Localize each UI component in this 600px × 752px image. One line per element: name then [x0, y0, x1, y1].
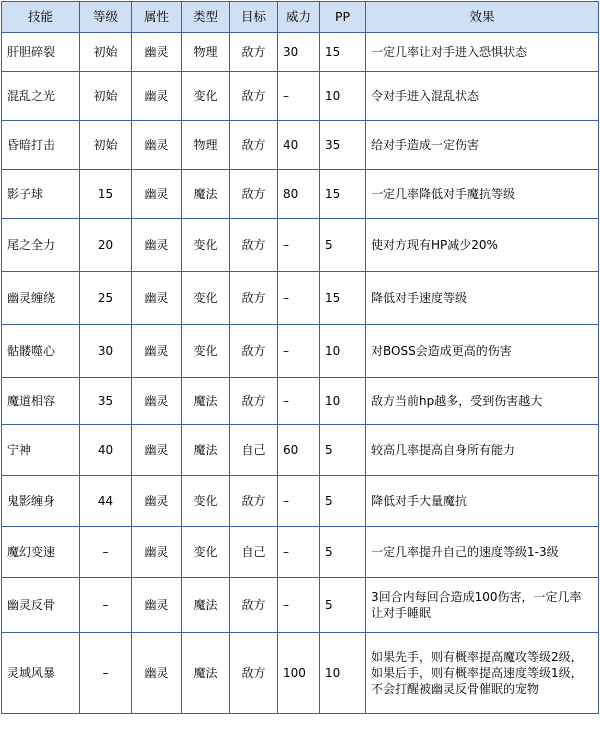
header-type: 类型: [182, 2, 230, 33]
skill-effect: 降低对手速度等级: [366, 272, 599, 325]
skill-attribute: 幽灵: [132, 476, 182, 527]
skill-target: 敌方: [230, 121, 278, 170]
skill-power: –: [278, 325, 320, 378]
skill-pp: 10: [320, 325, 366, 378]
skill-attribute: 幽灵: [132, 578, 182, 633]
skill-pp: 15: [320, 272, 366, 325]
skill-attribute: 幽灵: [132, 33, 182, 72]
skill-table: [1, 1, 599, 714]
skill-type: 魔法: [182, 170, 230, 219]
skill-type: 变化: [182, 219, 230, 272]
skill-name: 影子球: [2, 170, 80, 219]
skill-power: 60: [278, 425, 320, 476]
table-row: [2, 170, 599, 219]
skill-level: 25: [80, 272, 132, 325]
skill-pp: 5: [320, 527, 366, 578]
skill-effect: 一定几率提升自己的速度等级1-3级: [366, 527, 599, 578]
skill-target: 自己: [230, 527, 278, 578]
skill-type: 物理: [182, 121, 230, 170]
skill-pp: 5: [320, 425, 366, 476]
header-level: 等级: [80, 2, 132, 33]
table-row: [2, 33, 599, 72]
table-row: [2, 72, 599, 121]
skill-attribute: 幽灵: [132, 325, 182, 378]
skill-target: 敌方: [230, 219, 278, 272]
skill-level: 15: [80, 170, 132, 219]
skill-type: 变化: [182, 72, 230, 121]
skill-power: –: [278, 476, 320, 527]
skill-type: 变化: [182, 325, 230, 378]
skill-name: 混乱之光: [2, 72, 80, 121]
skill-power: 100: [278, 633, 320, 714]
header-attribute: 属性: [132, 2, 182, 33]
skill-name: 鬼影缠身: [2, 476, 80, 527]
skill-effect: 给对手造成一定伤害: [366, 121, 599, 170]
skill-effect: 较高几率提高自身所有能力: [366, 425, 599, 476]
skill-effect: 使对方现有HP减少20%: [366, 219, 599, 272]
skill-effect: 一定几率让对手进入恐惧状态: [366, 33, 599, 72]
skill-pp: 15: [320, 33, 366, 72]
skill-power: –: [278, 72, 320, 121]
table-header-row: [2, 2, 599, 33]
skill-name: 幽灵缠绕: [2, 272, 80, 325]
skill-pp: 5: [320, 476, 366, 527]
skill-type: 变化: [182, 272, 230, 325]
skill-target: 敌方: [230, 272, 278, 325]
skill-level: 初始: [80, 33, 132, 72]
header-pp: PP: [320, 2, 366, 33]
skill-level: 20: [80, 219, 132, 272]
skill-type: 魔法: [182, 633, 230, 714]
table-row: [2, 378, 599, 425]
skill-type: 魔法: [182, 378, 230, 425]
table-row: [2, 633, 599, 714]
skill-effect: 敌方当前hp越多，受到伤害越大: [366, 378, 599, 425]
skill-target: 自己: [230, 425, 278, 476]
skill-attribute: 幽灵: [132, 633, 182, 714]
skill-name: 肝胆碎裂: [2, 33, 80, 72]
skill-attribute: 幽灵: [132, 272, 182, 325]
skill-power: –: [278, 578, 320, 633]
skill-effect: 降低对手大量魔抗: [366, 476, 599, 527]
skill-power: 80: [278, 170, 320, 219]
skill-level: 40: [80, 425, 132, 476]
skill-name: 骷髅噬心: [2, 325, 80, 378]
skill-attribute: 幽灵: [132, 219, 182, 272]
skill-level: 30: [80, 325, 132, 378]
skill-effect: 3回合内每回合造成100伤害，一定几率让对手睡眠: [366, 578, 599, 633]
skill-attribute: 幽灵: [132, 527, 182, 578]
skill-pp: 10: [320, 72, 366, 121]
skill-effect: 对BOSS会造成更高的伤害: [366, 325, 599, 378]
table-row: [2, 425, 599, 476]
header-effect: 效果: [366, 2, 599, 33]
skill-type: 魔法: [182, 578, 230, 633]
skill-target: 敌方: [230, 72, 278, 121]
skill-type: 变化: [182, 527, 230, 578]
skill-target: 敌方: [230, 578, 278, 633]
table-row: [2, 578, 599, 633]
table-row: [2, 325, 599, 378]
skill-name: 尾之全力: [2, 219, 80, 272]
skill-type: 变化: [182, 476, 230, 527]
skill-attribute: 幽灵: [132, 72, 182, 121]
header-target: 目标: [230, 2, 278, 33]
table-row: [2, 272, 599, 325]
skill-level: 35: [80, 378, 132, 425]
skill-attribute: 幽灵: [132, 170, 182, 219]
skill-target: 敌方: [230, 476, 278, 527]
skill-name: 昏暗打击: [2, 121, 80, 170]
header-skill: 技能: [2, 2, 80, 33]
skill-effect: 一定几率降低对手魔抗等级: [366, 170, 599, 219]
skill-power: –: [278, 378, 320, 425]
skill-power: 40: [278, 121, 320, 170]
skill-name: 幽灵反骨: [2, 578, 80, 633]
skill-type: 物理: [182, 33, 230, 72]
skill-target: 敌方: [230, 633, 278, 714]
skill-type: 魔法: [182, 425, 230, 476]
skill-level: 44: [80, 476, 132, 527]
skill-pp: 10: [320, 378, 366, 425]
skill-level: 初始: [80, 121, 132, 170]
skill-pp: 5: [320, 578, 366, 633]
skill-power: –: [278, 272, 320, 325]
skill-attribute: 幽灵: [132, 425, 182, 476]
skill-power: –: [278, 219, 320, 272]
skill-pp: 10: [320, 633, 366, 714]
skill-pp: 5: [320, 219, 366, 272]
skill-level: –: [80, 633, 132, 714]
skill-target: 敌方: [230, 170, 278, 219]
skill-target: 敌方: [230, 33, 278, 72]
table-row: [2, 527, 599, 578]
skill-name: 魔道相容: [2, 378, 80, 425]
skill-name: 灵域风暴: [2, 633, 80, 714]
table-row: [2, 476, 599, 527]
skill-target: 敌方: [230, 378, 278, 425]
skill-effect: 如果先手，则有概率提高魔攻等级2级，如果后手，则有概率提高速度等级1级，不会打醒被幽灵反骨催眠的宠物: [366, 633, 599, 714]
skill-power: 30: [278, 33, 320, 72]
skill-attribute: 幽灵: [132, 121, 182, 170]
skill-pp: 15: [320, 170, 366, 219]
skill-effect: 令对手进入混乱状态: [366, 72, 599, 121]
header-power: 威力: [278, 2, 320, 33]
skill-name: 魔幻变速: [2, 527, 80, 578]
skill-power: –: [278, 527, 320, 578]
skill-target: 敌方: [230, 325, 278, 378]
skill-name: 宁神: [2, 425, 80, 476]
table-row: [2, 219, 599, 272]
skill-level: –: [80, 527, 132, 578]
table-row: [2, 121, 599, 170]
skill-level: –: [80, 578, 132, 633]
skill-attribute: 幽灵: [132, 378, 182, 425]
skill-level: 初始: [80, 72, 132, 121]
skill-pp: 35: [320, 121, 366, 170]
